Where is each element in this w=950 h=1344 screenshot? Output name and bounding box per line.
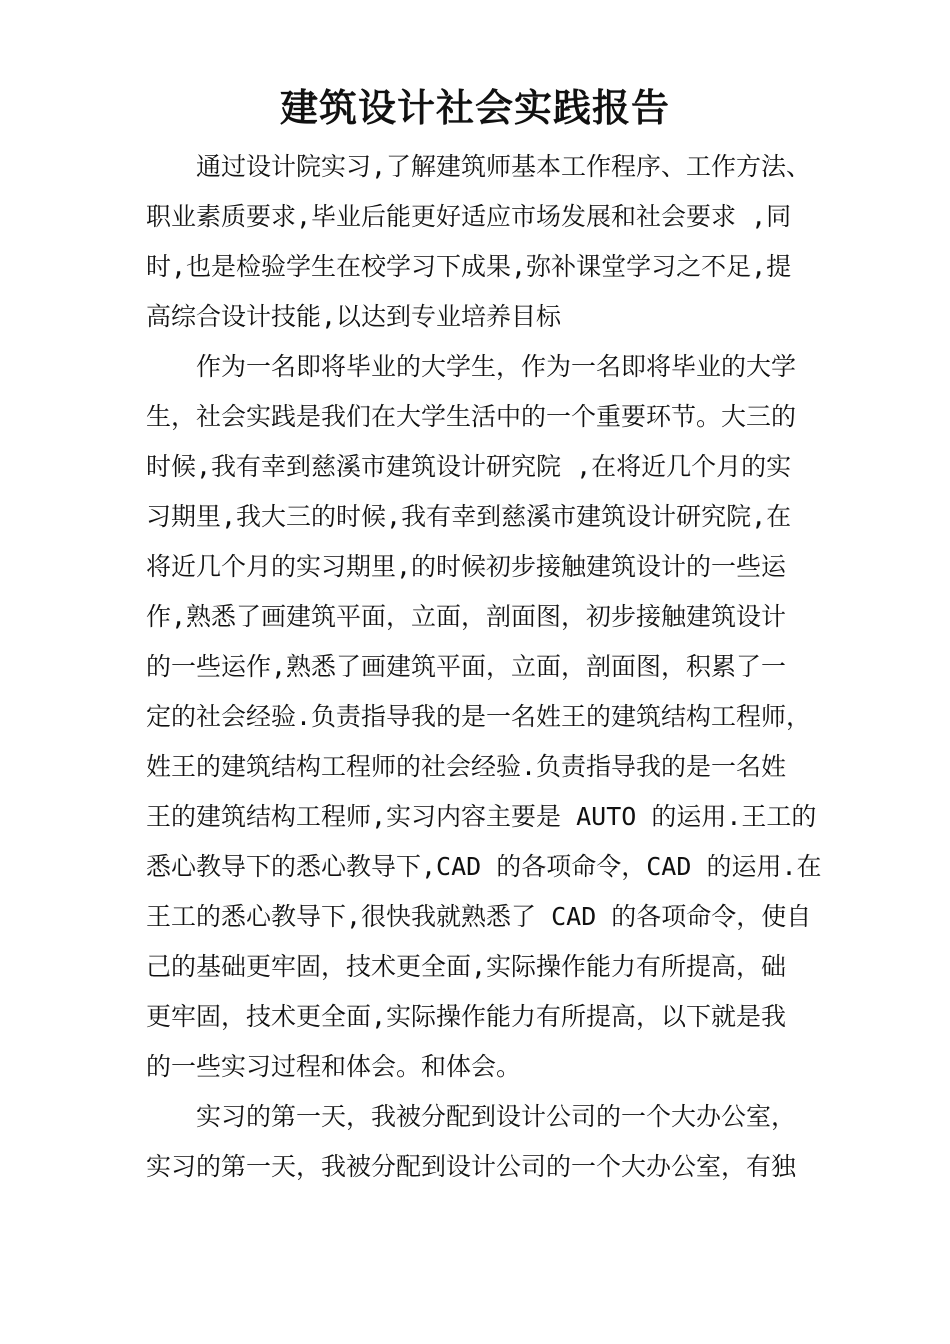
- paragraph-2-line-15: 的一些实习过程和体会。和体会。: [146, 1052, 522, 1081]
- paragraph-2-line-12: 王工的悉心教导下,很快我就熟悉了 CAD 的各项命令，使自: [146, 902, 812, 931]
- paragraph-2-line-10: 王的建筑结构工程师,实习内容主要是 AUTO 的运用.王工的: [146, 802, 817, 831]
- paragraph-1-line-2: 职业素质要求,毕业后能更好适应市场发展和社会要求 ,同: [146, 202, 792, 231]
- document-title: 建筑设计社会实践报告: [279, 85, 670, 130]
- paragraph-2-line-11: 悉心教导下的悉心教导下,CAD 的各项命令，CAD 的运用.在: [146, 852, 822, 881]
- paragraph-2-line-5: 将近几个月的实习期里,的时候初步接触建筑设计的一些运: [146, 552, 787, 581]
- paragraph-2-line-8: 定的社会经验.负责指导我的是一名姓王的建筑结构工程师，: [146, 702, 812, 731]
- paragraph-2-line-2: 生，社会实践是我们在大学生活中的一个重要环节。大三的: [146, 402, 797, 431]
- paragraph-2-line-1: 作为一名即将毕业的大学生，作为一名即将毕业的大学: [196, 352, 797, 381]
- paragraph-2-line-14: 更牢固，技术更全面,实际操作能力有所提高，以下就是我: [146, 1002, 787, 1031]
- paragraph-3-line-2: 实习的第一天，我被分配到设计公司的一个大办公室，有独: [146, 1152, 797, 1181]
- paragraph-2-line-7: 的一些运作,熟悉了画建筑平面，立面，剖面图，积累了一: [146, 652, 787, 681]
- paragraph-1-line-3: 时,也是检验学生在校学习下成果,弥补课堂学习之不足,提: [146, 252, 792, 281]
- paragraph-2-line-9: 姓王的建筑结构工程师的社会经验.负责指导我的是一名姓: [146, 752, 787, 781]
- paragraph-1-line-1: 通过设计院实习,了解建筑师基本工作程序、工作方法、: [196, 152, 812, 181]
- paragraph-2-line-13: 己的基础更牢固，技术更全面,实际操作能力有所提高，础: [146, 952, 787, 981]
- paragraph-3-line-1: 实习的第一天，我被分配到设计公司的一个大办公室，: [196, 1102, 797, 1131]
- paragraph-2-line-4: 习期里,我大三的时候,我有幸到慈溪市建筑设计研究院,在: [146, 502, 792, 531]
- paragraph-2-line-6: 作,熟悉了画建筑平面，立面，剖面图，初步接触建筑设计: [146, 602, 787, 631]
- paragraph-1-line-4: 高综合设计技能,以达到专业培养目标: [146, 302, 562, 331]
- paragraph-2-line-3: 时候,我有幸到慈溪市建筑设计研究院 ,在将近几个月的实: [146, 452, 792, 481]
